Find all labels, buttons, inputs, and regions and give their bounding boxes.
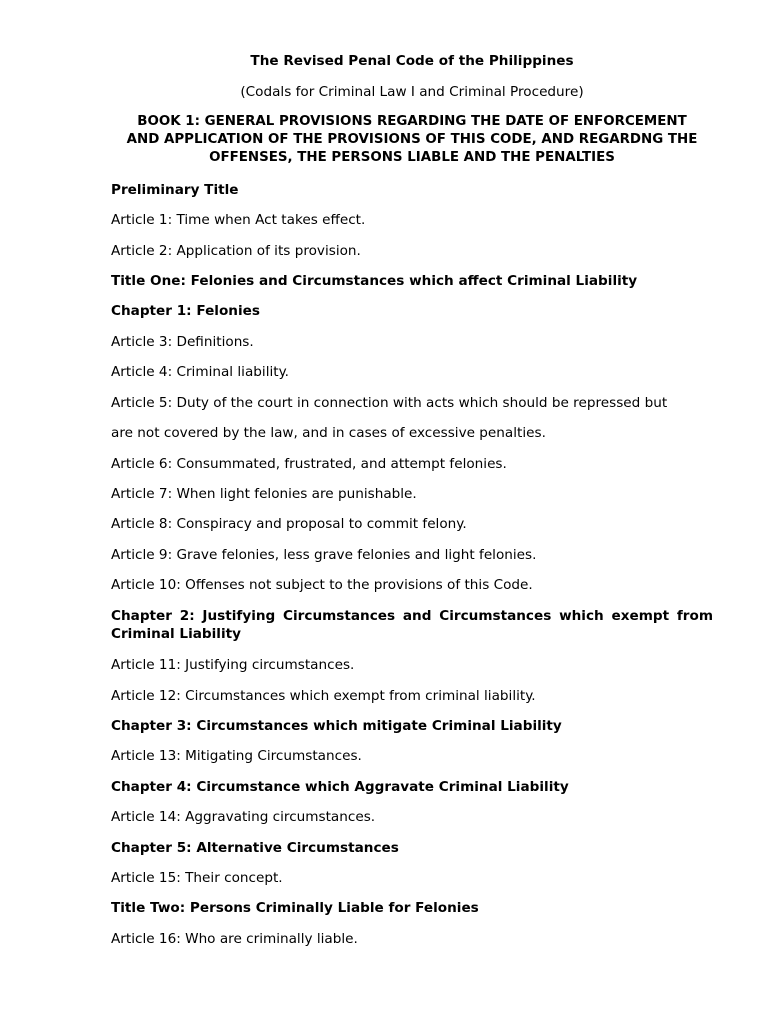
article-3: Article 3: Definitions. — [111, 334, 254, 350]
article-2: Article 2: Application of its provision. — [111, 243, 361, 259]
article-11: Article 11: Justifying circumstances. — [111, 657, 355, 673]
article-14: Article 14: Aggravating circumstances. — [111, 809, 376, 825]
book-heading-line-2: AND APPLICATION OF THE PROVISIONS OF THIS CODE, AND REGARDNG THE — [126, 132, 698, 147]
preliminary-title-heading: Preliminary Title — [111, 182, 239, 198]
chapter-2-heading-line-1: Chapter 2: Justifying Circumstances and Circumstances which exempt from — [111, 608, 713, 624]
article-12: Article 12: Circumstances which exempt from criminal liability. — [111, 688, 536, 704]
chapter-4-heading: Chapter 4: Circumstance which Aggravate Criminal Liability — [111, 779, 569, 795]
article-1: Article 1: Time when Act takes effect. — [111, 212, 366, 228]
chapter-1-heading: Chapter 1: Felonies — [111, 303, 260, 319]
article-7: Article 7: When light felonies are punishable. — [111, 486, 417, 502]
article-13: Article 13: Mitigating Circumstances. — [111, 748, 362, 764]
article-5-line-2: are not covered by the law, and in cases of excessive penalties. — [111, 425, 546, 441]
article-8: Article 8: Conspiracy and proposal to commit felony. — [111, 516, 467, 532]
article-15: Article 15: Their concept. — [111, 870, 283, 886]
chapter-3-heading: Chapter 3: Circumstances which mitigate Criminal Liability — [111, 718, 562, 734]
chapter-5-heading: Chapter 5: Alternative Circumstances — [111, 840, 399, 856]
title-one-heading: Title One: Felonies and Circumstances which affect Criminal Liability — [111, 273, 638, 289]
title-two-heading: Title Two: Persons Criminally Liable for Felonies — [111, 900, 479, 916]
chapter-2-heading-line-2: Criminal Liability — [111, 626, 241, 642]
document-title: The Revised Penal Code of the Philippines — [250, 53, 574, 69]
book-heading-line-1: BOOK 1: GENERAL PROVISIONS REGARDING THE DATE OF ENFORCEMENT — [137, 114, 687, 129]
article-16: Article 16: Who are criminally liable. — [111, 931, 358, 947]
article-10: Article 10: Offenses not subject to the provisions of this Code. — [111, 577, 533, 593]
document-subtitle: (Codals for Criminal Law I and Criminal Procedure) — [240, 84, 584, 100]
article-4: Article 4: Criminal liability. — [111, 364, 289, 380]
book-heading-line-3: OFFENSES, THE PERSONS LIABLE AND THE PENALTIES — [209, 150, 615, 165]
article-9: Article 9: Grave felonies, less grave felonies and light felonies. — [111, 547, 537, 563]
book-heading — [111, 113, 713, 167]
article-5-line-1: Article 5: Duty of the court in connection with acts which should be repressed but — [111, 395, 668, 411]
article-6: Article 6: Consummated, frustrated, and attempt felonies. — [111, 456, 507, 472]
